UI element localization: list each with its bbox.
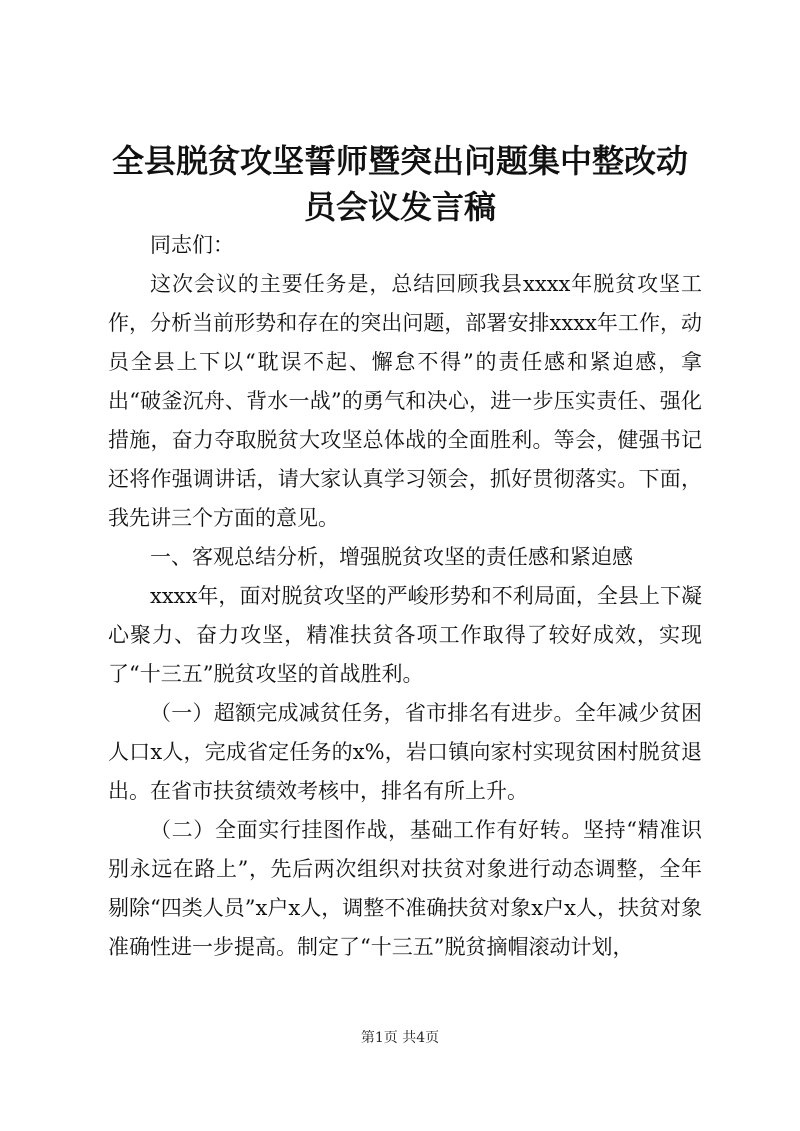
intro-paragraph: 这次会议的主要任务是，总结回顾我县xxxx年脱贫攻坚工作，分析当前形势和存在的突出问题，部署安排xxxx年工作，动员全县上下以“耽误不起、懈怠不得”的责任感和紧迫感，拿出“破釜沉舟、背水一战”的勇气和决心，进一步压实责任、强化措施，奋力夺取脱贫大攻坚总体战的全面胜利。等会，健强书记还将作强调讲话，请大家认真学习领会，抓好贯彻落实。下面，我先讲三个方面的意见。 — [108, 272, 702, 530]
page-number-footer: 第1页 共4页 — [360, 1030, 440, 1046]
salutation-paragraph: 同志们： — [150, 233, 234, 257]
document-title: 全县脱贫攻坚誓师暨突出问题集中整改动员会议发言稿 — [111, 142, 688, 226]
section-heading-1: 一、客观总结分析，增强脱贫攻坚的责任感和紧迫感 — [150, 545, 633, 569]
point-1-paragraph: （一）超额完成减贫任务，省市排名有进步。全年减少贫困人口x人，完成省定任务的x%，岩口镇向家村实现贫困村脱贫退出。在省市扶贫绩效考核中，排名有所上升。 — [108, 701, 702, 803]
point-2-paragraph: （二）全面实行挂图作战，基础工作有好转。坚持“精准识别永远在路上”，先后两次组织对扶贫对象进行动态调整，全年剔除“四类人员”x户x人，调整不准确扶贫对象x户x人，扶贫对象准确性进一步提高。制定了“十三五”脱贫摘帽滚动计划， — [108, 818, 702, 959]
summary-paragraph: xxxx年，面对脱贫攻坚的严峻形势和不利局面，全县上下凝心聚力、奋力攻坚，精准扶贫各项工作取得了较好成效，实现了“十三五”脱贫攻坚的首战胜利。 — [108, 584, 702, 686]
document-body — [108, 226, 702, 967]
